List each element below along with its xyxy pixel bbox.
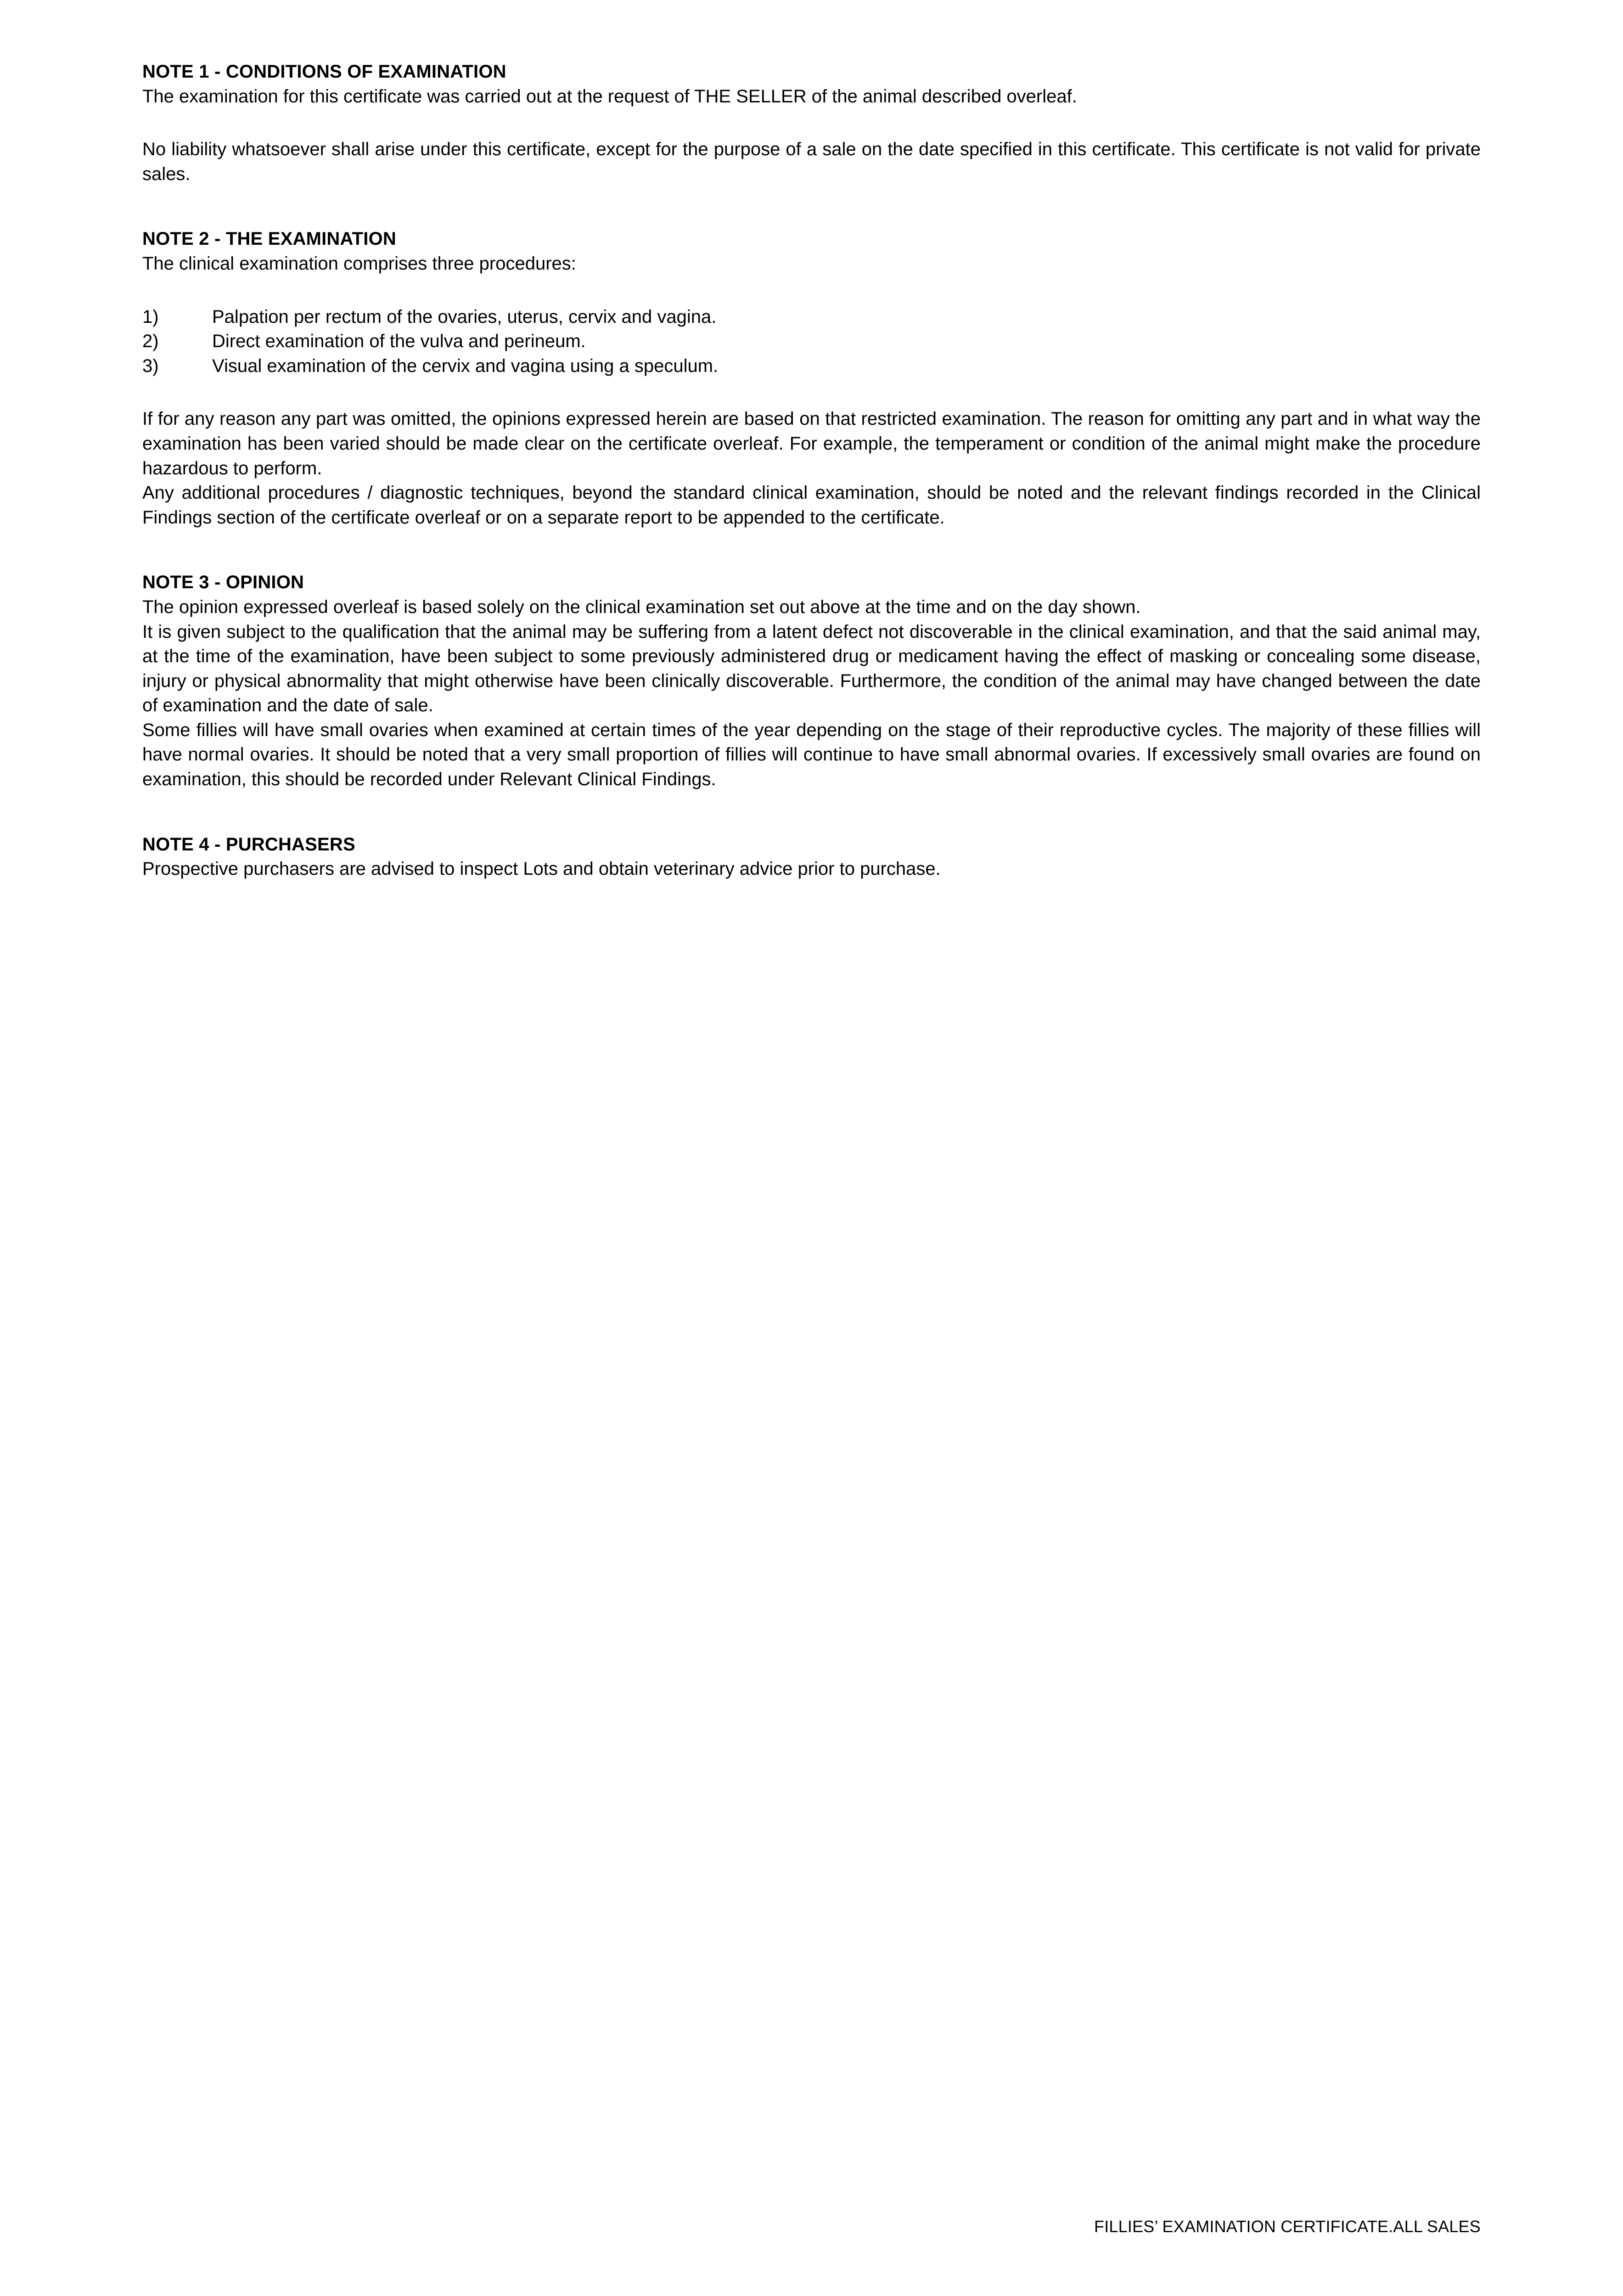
spacer [142,186,1481,227]
list-item [142,305,1481,330]
document-body [142,60,1481,882]
note-1-heading: NOTE 1 - CONDITIONS OF EXAMINATION [142,62,506,82]
note-3-paragraph-3: Some fillies will have small ovaries when examined at certain times of the year depending on the stage of their reproductive cycles. The majority of these fillies will have normal ovaries. It should be noted that a very small proportion of fillies will continue to have small abnormal ovaries. If excessively small ovaries are found on examination, this should be recorded under Relevant Clinical Findings. [142,720,1481,790]
list-item [142,329,1481,354]
spacer [142,530,1481,570]
procedure-text: Palpation per rectum of the ovaries, uterus, cervix and vagina. [212,306,717,327]
note-3-paragraph-2: It is given subject to the qualification that the animal may be suffering from a latent defect not discoverable in the clinical examination, and that the said animal may, at the time of the examination, have been subject to some previously administered drug or medicament having the effect of masking or concealing some disease, injury or physical abnormality that might otherwise have been clinically discoverable. Furthermore, the condition of the animal may have changed between the date of examination and the date of sale. [142,621,1481,716]
page-footer: FILLIES’ EXAMINATION CERTIFICATE.ALL SALES [1094,2217,1481,2236]
spacer [142,792,1481,833]
note-4-heading: NOTE 4 - PURCHASERS [142,834,355,855]
note-2-intro: The clinical examination comprises three procedures: [142,253,576,274]
note-1-section [142,60,1481,186]
spacer [142,109,1481,137]
note-1-paragraph-1: The examination for this certificate was carried out at the request of THE SELLER of the animal described overleaf. [142,86,1077,107]
note-4-paragraph-1: Prospective purchasers are advised to inspect Lots and obtain veterinary advice prior to purchase. [142,859,941,879]
note-3-section [142,570,1481,792]
procedure-text: Direct examination of the vulva and perineum. [212,331,586,352]
procedure-number: 1) [142,306,159,327]
procedures-list [142,305,1481,379]
note-4-section [142,833,1481,882]
procedure-text: Visual examination of the cervix and vagina using a speculum. [212,355,719,376]
note-1-paragraph-2: No liability whatsoever shall arise under this certificate, except for the purpose of a sale on the date specified in this certificate. This certificate is not valid for private sales. [142,139,1481,184]
note-3-paragraph-1: The opinion expressed overleaf is based solely on the clinical examination set out above at the time and on the day shown. [142,597,1141,617]
note-2-paragraph-1: If for any reason any part was omitted, the opinions expressed herein are based on that restricted examination. The reason for omitting any part and in what way the examination has been varied should be made clear on the certificate overleaf. For example, the temperament or condition of the animal might make the procedure hazardous to perform. [142,409,1481,478]
note-3-heading: NOTE 3 - OPINION [142,572,304,593]
procedure-number: 2) [142,331,159,352]
list-item [142,354,1481,379]
note-2-paragraph-2: Any additional procedures / diagnostic techniques, beyond the standard clinical examination, should be noted and the relevant findings recorded in the Clinical Findings section of the certificate overleaf or on a separate report to be appended to the certificate. [142,483,1481,528]
procedure-number: 3) [142,355,159,376]
note-2-heading: NOTE 2 - THE EXAMINATION [142,229,396,249]
spacer [142,276,1481,305]
spacer [142,378,1481,407]
note-2-section [142,227,1481,530]
